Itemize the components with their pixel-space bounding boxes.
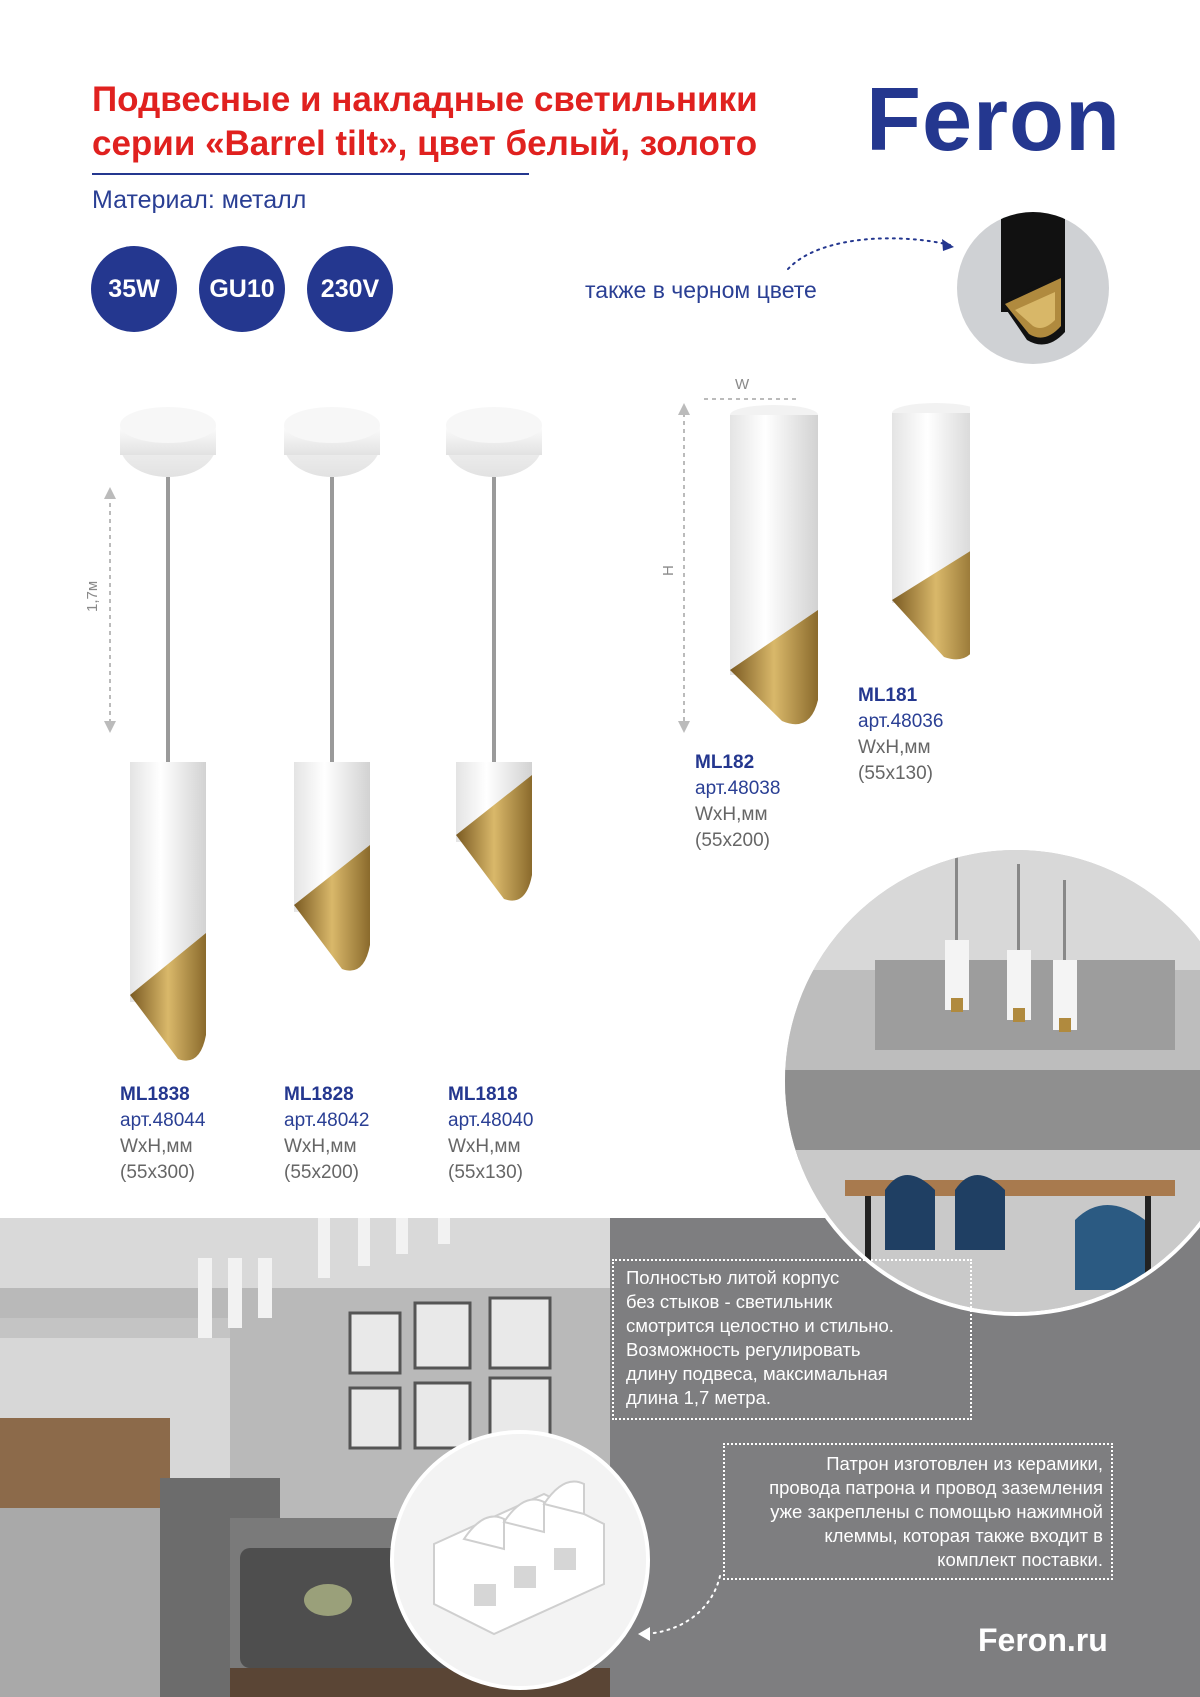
dims-value: (55x130) xyxy=(448,1162,523,1183)
page-title xyxy=(92,78,832,166)
note-line: Полностью литой корпус xyxy=(626,1267,840,1288)
dotted-arrow-icon xyxy=(632,1570,732,1650)
product-ml1818 xyxy=(448,1082,533,1186)
surface-ml182 xyxy=(730,405,818,724)
dims-value: (55x130) xyxy=(858,763,933,784)
terminal-block-photo xyxy=(390,1430,650,1690)
note-line: длина 1,7 метра. xyxy=(626,1387,772,1408)
article-number: арт.48040 xyxy=(448,1110,534,1131)
note-line: длину подвеса, максимальная xyxy=(626,1363,888,1384)
product-ml181 xyxy=(858,683,943,787)
surface-ml181 xyxy=(892,403,970,659)
note-line: уже закреплены с помощью нажимной xyxy=(770,1501,1103,1522)
dims-label: WxH,мм xyxy=(284,1136,357,1157)
pendant-lamps-illustration xyxy=(90,395,570,1075)
article-number: арт.48038 xyxy=(695,778,781,799)
dims-label: WxH,мм xyxy=(120,1136,193,1157)
model-name: ML1828 xyxy=(284,1084,354,1105)
model-name: ML1818 xyxy=(448,1084,518,1105)
also-black-text: также в черном цвете xyxy=(585,277,817,303)
cable-length-label: 1,7м xyxy=(84,580,101,612)
material-text: Материал: металл xyxy=(92,186,307,214)
feron-logo: Feron xyxy=(866,70,1122,170)
title-line-2: серии «Barrel tilt», цвет белый, золото xyxy=(92,124,758,163)
pendant-ml1838 xyxy=(120,407,216,1061)
note-line: провода патрона и провод заземления xyxy=(769,1477,1103,1498)
body-cast-note xyxy=(612,1259,972,1420)
dims-value: (55x200) xyxy=(695,830,770,851)
dims-label: WxH,мм xyxy=(695,804,768,825)
title-line-1: Подвесные и накладные светильники xyxy=(92,80,758,119)
dims-label: WxH,мм xyxy=(448,1136,521,1157)
note-line: комплект поставки. xyxy=(937,1549,1103,1570)
pendant-ml1818 xyxy=(446,407,542,901)
model-name: ML182 xyxy=(695,752,755,773)
voltage-badge: 230V xyxy=(307,246,393,332)
ceramic-socket-note xyxy=(723,1443,1113,1580)
width-label: W xyxy=(735,376,750,393)
power-badge: 35W xyxy=(91,246,177,332)
note-line: Патрон изготовлен из керамики, xyxy=(826,1453,1103,1474)
model-name: ML1838 xyxy=(120,1084,190,1105)
article-number: арт.48044 xyxy=(120,1110,206,1131)
website-link[interactable]: Feron.ru xyxy=(978,1622,1108,1658)
note-line: клеммы, которая также входит в xyxy=(824,1525,1103,1546)
product-ml1828 xyxy=(284,1082,369,1186)
dims-value: (55x200) xyxy=(284,1162,359,1183)
pendant-ml1828 xyxy=(284,407,380,971)
height-label: H xyxy=(660,565,677,576)
note-line: без стыков - светильник xyxy=(626,1291,833,1312)
black-variant-image xyxy=(957,212,1109,364)
dims-label: WxH,мм xyxy=(858,737,931,758)
note-line: смотрится целостно и стильно. xyxy=(626,1315,894,1336)
model-name: ML181 xyxy=(858,685,918,706)
article-number: арт.48042 xyxy=(284,1110,370,1131)
title-divider xyxy=(92,173,529,175)
dotted-arrow-icon xyxy=(780,225,960,275)
article-number: арт.48036 xyxy=(858,711,944,732)
product-ml1838 xyxy=(120,1082,205,1186)
product-ml182 xyxy=(695,750,780,854)
dims-value: (55x300) xyxy=(120,1162,195,1183)
socket-badge: GU10 xyxy=(199,246,285,332)
note-line: Возможность регулировать xyxy=(626,1339,861,1360)
